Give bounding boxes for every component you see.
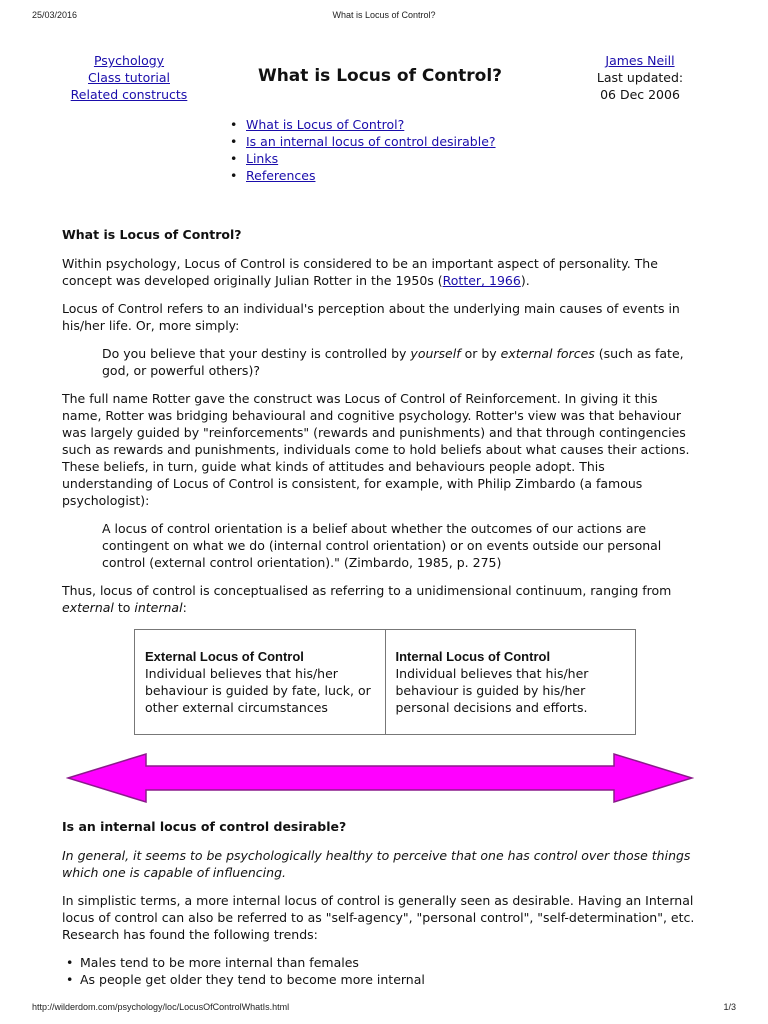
toc-link-links[interactable]: Links — [246, 151, 279, 166]
intro-paragraph: Within psychology, Locus of Control is considered to be an important aspect of personality. The concept was developed originally Julian Rotter in the 1950s (Rotter, 1966). — [62, 256, 658, 288]
destiny-question: Do you believe that your destiny is controlled by yourself or by external forces (such as fate, god, or powerful others)? — [102, 346, 684, 378]
nav-link-related-constructs[interactable]: Related constructs — [70, 87, 188, 102]
external-locus-description: Individual believes that his/her behaviour is guided by fate, luck, or other external circumstances — [145, 666, 371, 715]
nav-links — [64, 52, 194, 103]
definition-paragraph: Locus of Control refers to an individual's perception about the underlying main causes of events in his/her life. Or, more simply: — [62, 301, 680, 333]
nav-link-psychology[interactable]: Psychology — [93, 53, 165, 68]
citation-link-rotter[interactable]: Rotter, 1966 — [442, 273, 521, 288]
external-locus-cell — [135, 630, 385, 734]
zimbardo-quote: A locus of control orientation is a belief about whether the outcomes of our actions are contingent on what we do (internal control orientation) or on events outside our personal control (external control orientation)." (Zimbardo, 1985, p. 275) — [102, 521, 662, 570]
print-header — [32, 10, 736, 24]
table-of-contents — [220, 116, 496, 184]
main-content — [62, 226, 698, 988]
section-heading-what-is: What is Locus of Control? — [62, 227, 242, 242]
last-updated-date: 06 Dec 2006 — [600, 87, 680, 102]
internal-desirable-paragraph: In simplistic terms, a more internal locus of control is generally seen as desirable. Having an Internal locus of control can also be referred to as "self-agency", "personal control", "self-determination", etc. Research has found the following trends: — [62, 893, 695, 942]
print-date: 25/03/2016 — [32, 10, 78, 20]
list-item: • Males tend to be more internal than females — [62, 954, 698, 971]
continuum-arrow — [66, 750, 694, 806]
section-heading-desirable: Is an internal locus of control desirable? — [62, 819, 347, 834]
print-footer — [32, 1002, 736, 1016]
last-updated-label: Last updated: — [596, 70, 684, 85]
print-doc-title: What is Locus of Control? — [332, 10, 436, 20]
nav-link-class-tutorial[interactable]: Class tutorial — [88, 70, 170, 85]
double-arrow-icon — [66, 750, 694, 806]
toc-link-desirable[interactable]: Is an internal locus of control desirable? — [246, 134, 496, 149]
continuum-paragraph: Thus, locus of control is conceptualised as referring to a unidimensional continuum, ranging from external to internal: — [62, 583, 672, 615]
rotter-paragraph: The full name Rotter gave the construct was Locus of Control of Reinforcement. In giving it this name, Rotter was bridging behavioural and cognitive psychology. Rotter's view was that behaviour was largely guided by "reinforcements" (rewards and punishments) and that through contingencies such as rewards and punishments, individuals come to hold beliefs about what causes their actions. These beliefs, in turn, guide what kinds of attitudes and behaviours people adopt. This understanding of Locus of Control is consistent, for example, with Philip Zimbardo (a famous psychologist): — [62, 391, 690, 508]
toc-item — [220, 150, 496, 167]
healthy-paragraph: In general, it seems to be psychologically healthy to perceive that one has control over those things which one is capable of influencing. — [62, 848, 691, 880]
list-item: • As people get older they tend to become more internal — [62, 971, 698, 988]
author-link[interactable]: James Neill — [605, 53, 675, 68]
print-page-number: 1/3 — [723, 1002, 736, 1012]
locus-comparison-table — [134, 629, 636, 735]
author-info — [580, 52, 700, 103]
external-locus-title: External Locus of Control — [145, 649, 304, 664]
toc-link-what-is[interactable]: What is Locus of Control? — [246, 117, 405, 132]
toc-item — [220, 133, 496, 150]
research-trends-list — [62, 954, 698, 988]
print-url: http://wilderdom.com/psychology/loc/LocusOfControlWhatIs.html — [32, 1002, 290, 1012]
internal-locus-description: Individual believes that his/her behaviour is guided by his/her personal decisions and efforts. — [395, 666, 589, 715]
toc-link-references[interactable]: References — [246, 168, 316, 183]
internal-locus-title: Internal Locus of Control — [395, 649, 551, 664]
internal-locus-cell — [385, 630, 636, 734]
toc-item — [220, 167, 496, 184]
page-topbar — [60, 52, 700, 112]
page-title: What is Locus of Control? — [257, 66, 503, 86]
toc-item — [220, 116, 496, 133]
